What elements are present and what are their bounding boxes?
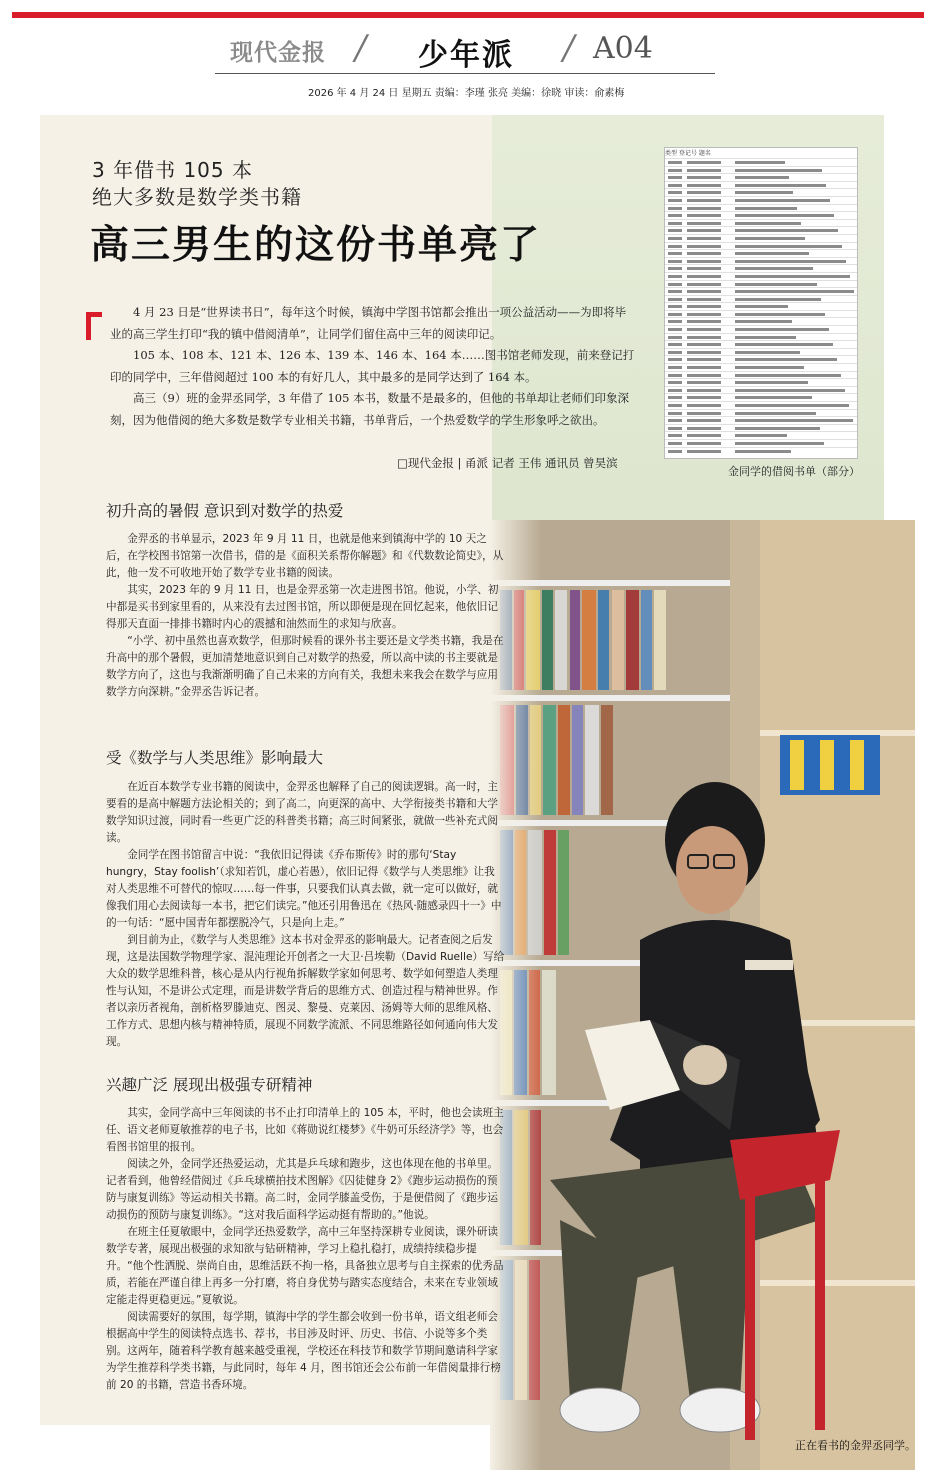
borrowing-list-row bbox=[665, 302, 857, 310]
borrowing-list-row bbox=[665, 188, 857, 196]
borrowing-list-cell bbox=[668, 222, 682, 225]
lead-paragraphs bbox=[110, 302, 635, 431]
borrowing-list-cell bbox=[735, 283, 817, 286]
borrowing-list-cell bbox=[687, 252, 721, 255]
borrowing-list-cell bbox=[668, 229, 682, 232]
borrowing-list-row bbox=[665, 409, 857, 417]
borrowing-list-cell bbox=[735, 207, 797, 210]
body-paragraph: 在班主任夏敏眼中，金同学还热爱数学，高中三年坚持深耕专业阅读，课外研读数学专著，展现出极强的求知欲与钻研精神，学习上稳扎稳打，成绩持续稳步提升。“他个性洒脱、崇尚自由，思维活跃不拘一格，具备独立思考与自主探索的优秀品质，若能在严谨自律上再多一分打磨，将自身优势与踏实态度结合，未来在专业领域定能走得更稳更远。”夏敏说。 bbox=[106, 1226, 504, 1306]
borrowing-list-row bbox=[665, 264, 857, 272]
borrowing-list-row bbox=[665, 355, 857, 363]
borrowing-list-row bbox=[665, 386, 857, 394]
borrowing-list-row bbox=[665, 431, 857, 439]
borrowing-list-cell bbox=[735, 450, 791, 453]
borrowing-list-cell bbox=[668, 381, 682, 384]
borrowing-list-row bbox=[665, 166, 857, 174]
borrowing-list-row bbox=[665, 242, 857, 250]
photo-caption: 正在看书的金羿丞同学。 bbox=[795, 1439, 916, 1452]
borrowing-list-cell bbox=[687, 245, 721, 248]
masthead-divider: / bbox=[563, 28, 575, 68]
borrowing-list-rows bbox=[665, 158, 857, 454]
borrowing-list-cell bbox=[735, 169, 822, 172]
borrowing-list-cell bbox=[687, 389, 721, 392]
lead-paragraph: 105 本、108 本、121 本、126 本、139 本、146 本、164 本……图书馆老师发现，前来登记打印的同学中，三年借阅超过 100 本的有好几人，其中最多的是同学达到了 164 本。 bbox=[110, 348, 635, 384]
borrowing-list-row bbox=[665, 317, 857, 325]
borrowing-list-cell bbox=[687, 442, 721, 445]
borrowing-list-row bbox=[665, 424, 857, 432]
borrowing-list-cell bbox=[668, 328, 682, 331]
lead-paragraph: 4 月 23 日是“世界读书日”，每年这个时候，镇海中学图书馆都会推出一项公益活动——为即将毕业的高三学生打印“我的镇中借阅清单”，让同学们留住高中三年的阅读印记。 bbox=[110, 305, 627, 341]
issue-meta: 2026 年 4 月 24 日 星期五 责编：李瑾 张亮 美编：徐晓 审读：俞素梅 bbox=[308, 88, 625, 99]
borrowing-list-row bbox=[665, 340, 857, 348]
borrowing-list-cell bbox=[687, 260, 721, 263]
page-number: A04 bbox=[593, 31, 653, 66]
section-name: 少年派 bbox=[418, 38, 514, 73]
borrowing-list-cell bbox=[735, 229, 838, 232]
headline-line-1: 3 年借书 105 本 bbox=[92, 158, 253, 182]
body-paragraph: 其实，金同学高中三年阅读的书不止打印清单上的 105 本，平时，他也会读班主任、语文老师夏敏推荐的电子书，比如《蒋勋说红楼梦》《牛奶可乐经济学》等，也会看图书馆里的报刊。 bbox=[106, 1107, 504, 1153]
borrowing-list-row bbox=[665, 287, 857, 295]
borrowing-list-cell bbox=[668, 419, 682, 422]
borrowing-list-row bbox=[665, 325, 857, 333]
borrowing-list-cell bbox=[668, 169, 682, 172]
borrowing-list-cell bbox=[668, 434, 682, 437]
borrowing-list-cell bbox=[735, 358, 837, 361]
borrowing-list-cell bbox=[735, 199, 830, 202]
borrowing-list-cell bbox=[668, 351, 682, 354]
headline-line-2: 绝大多数是数学类书籍 bbox=[92, 185, 302, 209]
borrowing-list-cell bbox=[687, 298, 721, 301]
section-title: 兴趣广泛 展现出极强专研精神 bbox=[106, 1076, 313, 1094]
borrowing-list-cell bbox=[735, 184, 826, 187]
body-paragraph: 在近百本数学专业书籍的阅读中，金羿丞也解释了自己的阅读逻辑。高一时，主要看的是高中解题方法论相关的；到了高二，向更深的高中、大学衔接类书籍和大学数学知识过渡，同时看一些更广泛的科普类书籍；高三时间紧张，就做一些补充式阅读。 bbox=[106, 781, 498, 844]
body-paragraph: 金同学在图书馆留言中说：“我依旧记得读《乔布斯传》时的那句‘Stay hungry，Stay foolish’（求知若饥，虚心若愚），依旧记得《数学与人类思维》让我对人类思维不可替代的惊叹……每一件事，只要我们认真去做，就一定可以做好，就像我们用心去阅读每一本书，把它们读完。”他还引用鲁迅在《热风·随感录四十一》中的一句话：“愿中国青年都摆脱冷气，只是向上走。” bbox=[106, 849, 502, 929]
section-body bbox=[106, 531, 505, 701]
borrowing-list-row bbox=[665, 196, 857, 204]
borrowing-list-cell bbox=[735, 191, 793, 194]
borrowing-list-cell bbox=[735, 260, 846, 263]
borrowing-list-cell bbox=[668, 404, 682, 407]
borrowing-list-cell bbox=[668, 374, 682, 377]
borrowing-list-row bbox=[665, 447, 857, 455]
borrowing-list-cell bbox=[668, 260, 682, 263]
borrowing-list-row bbox=[665, 348, 857, 356]
borrowing-list-cell bbox=[687, 404, 721, 407]
borrowing-list-cell bbox=[735, 328, 829, 331]
borrowing-list-cell bbox=[668, 358, 682, 361]
lead-paragraph: 高三（9）班的金羿丞同学，3 年借了 105 本书，数量不是最多的，但他的书单却让老师们印象深刻，因为他借阅的绝大多数是数学专业相关书籍，书单背后，一个热爱数学的学生形象呼之欲出。 bbox=[110, 391, 630, 427]
borrowing-list-cell bbox=[735, 381, 808, 384]
borrowing-list-row bbox=[665, 211, 857, 219]
borrowing-list-cell bbox=[668, 252, 682, 255]
borrowing-list-row bbox=[665, 181, 857, 189]
borrowing-list-cell bbox=[687, 336, 721, 339]
borrowing-list-cell bbox=[735, 267, 813, 270]
borrowing-list-header: 类型 登记号 题名 bbox=[665, 150, 711, 157]
borrowing-list-cell bbox=[735, 351, 800, 354]
borrowing-list-cell bbox=[687, 434, 721, 437]
borrowing-list-cell bbox=[687, 229, 721, 232]
borrowing-list-cell bbox=[735, 419, 853, 422]
borrowing-list-cell bbox=[687, 283, 721, 286]
borrowing-list-cell bbox=[735, 343, 833, 346]
borrowing-list-cell bbox=[687, 199, 721, 202]
borrowing-list-cell bbox=[687, 305, 721, 308]
borrowing-list-cell bbox=[687, 214, 721, 217]
borrowing-list-row bbox=[665, 158, 857, 166]
borrowing-list-cell bbox=[668, 191, 682, 194]
borrowing-list-cell bbox=[668, 184, 682, 187]
borrowing-list-cell bbox=[687, 450, 721, 453]
borrowing-list-row bbox=[665, 173, 857, 181]
borrowing-list-image bbox=[664, 147, 858, 459]
borrowing-list-row bbox=[665, 401, 857, 409]
body-paragraph: 阅读之外，金同学还热爱运动，尤其是乒乓球和跑步，这也体现在他的书单里。记者看到，他曾经借阅过《乒乓球横拍技术图解》《囚徒健身 2》《跑步运动损伤的预防与康复训练》等运动相关书籍。高二时，金同学膝盖受伤，于是便借阅了《跑步运动损伤的预防与康复训练》。“这对我后面科学运动挺有帮助的。”他说。 bbox=[106, 1158, 498, 1221]
borrowing-list-cell bbox=[735, 214, 834, 217]
borrowing-list-cell bbox=[668, 450, 682, 453]
borrowing-list-cell bbox=[668, 161, 682, 164]
borrowing-list-cell bbox=[735, 396, 812, 399]
borrowing-list-cell bbox=[668, 389, 682, 392]
borrowing-list-cell bbox=[735, 245, 842, 248]
borrowing-list-cell bbox=[668, 320, 682, 323]
body-paragraph: 到目前为止，《数学与人类思维》这本书对金羿丞的影响最大。记者查阅之后发现，这是法国数学物理学家、混沌理论开创者之一大卫·吕埃勒（David Ruelle）写给大众的数学思维科普，核心是从内行视角拆解数学家如何思考、数学如何塑造人类理性与认知，不是讲公式定理，而是讲数学背后的思维方式、创造过程与精神世界。作者以亲历者视角，剖析格罗滕迪克、图灵、黎曼、克莱因、汤姆等大师的思维风格、工作方式、思想内核与精神特质，展现不同数学流派、不同思维路径如何通向伟大发现。 bbox=[106, 934, 505, 1048]
section-body bbox=[106, 1105, 505, 1394]
borrowing-list-cell bbox=[687, 275, 721, 278]
section-body bbox=[106, 779, 505, 1051]
borrowing-list-row bbox=[665, 393, 857, 401]
borrowing-list-row bbox=[665, 310, 857, 318]
newspaper-name: 现代金报 bbox=[230, 39, 326, 66]
lead-bracket-mark bbox=[86, 312, 102, 340]
masthead bbox=[215, 28, 715, 73]
borrowing-list-cell bbox=[668, 298, 682, 301]
borrowing-list-cell bbox=[687, 381, 721, 384]
borrowing-list-cell bbox=[668, 237, 682, 240]
borrowing-list-row bbox=[665, 234, 857, 242]
borrowing-list-row bbox=[665, 257, 857, 265]
borrowing-list-row bbox=[665, 363, 857, 371]
body-paragraph: 金羿丞的书单显示，2023 年 9 月 11 日，也就是他来到镇海中学的 10 天之后，在学校图书馆第一次借书，借的是《面积关系帮你解题》和《代数数论简史》，从此，他一发不可收地开始了数学专业书籍的阅读。 bbox=[106, 533, 504, 579]
borrowing-list-cell bbox=[735, 305, 788, 308]
borrowing-list-cell bbox=[687, 351, 721, 354]
borrowing-list-row bbox=[665, 249, 857, 257]
borrowing-list-row bbox=[665, 219, 857, 227]
borrowing-list-cell bbox=[668, 199, 682, 202]
borrowing-list-cell bbox=[687, 267, 721, 270]
borrowing-list-row bbox=[665, 295, 857, 303]
borrowing-list-cell bbox=[735, 442, 824, 445]
borrowing-list-cell bbox=[687, 290, 721, 293]
borrowing-list-cell bbox=[735, 434, 787, 437]
borrowing-list-row bbox=[665, 226, 857, 234]
borrowing-list-cell bbox=[687, 161, 721, 164]
borrowing-list-cell bbox=[735, 161, 785, 164]
borrowing-list-cell bbox=[668, 366, 682, 369]
borrowing-list-cell bbox=[687, 343, 721, 346]
borrowing-list-cell bbox=[735, 389, 845, 392]
borrowing-list-cell bbox=[687, 207, 721, 210]
borrowing-list-cell bbox=[687, 191, 721, 194]
section-title: 受《数学与人类思维》影响最大 bbox=[106, 749, 324, 767]
top-red-rule bbox=[12, 12, 924, 18]
borrowing-list-cell bbox=[668, 267, 682, 270]
borrowing-list-cell bbox=[668, 412, 682, 415]
borrowing-list-cell bbox=[687, 412, 721, 415]
borrowing-list-cell bbox=[735, 290, 854, 293]
borrowing-list-cell bbox=[735, 298, 821, 301]
borrowing-list-cell bbox=[668, 275, 682, 278]
borrowing-list-cell bbox=[735, 404, 849, 407]
borrowing-list-cell bbox=[735, 275, 850, 278]
borrowing-list-cell bbox=[687, 237, 721, 240]
borrowing-list-cell bbox=[668, 442, 682, 445]
borrowing-list-cell bbox=[668, 305, 682, 308]
borrowing-list-cell bbox=[687, 374, 721, 377]
borrowing-list-row bbox=[665, 333, 857, 341]
borrowing-list-cell bbox=[687, 366, 721, 369]
borrowing-list-cell bbox=[735, 252, 809, 255]
borrowing-list-cell bbox=[668, 290, 682, 293]
borrowing-list-cell bbox=[687, 427, 721, 430]
borrowing-list-cell bbox=[735, 320, 792, 323]
borrowing-list-row bbox=[665, 439, 857, 447]
borrowing-list-row bbox=[665, 280, 857, 288]
borrowing-list-cell bbox=[735, 313, 825, 316]
borrowing-list-cell bbox=[687, 176, 721, 179]
borrowing-list-cell bbox=[735, 222, 801, 225]
borrowing-list-row bbox=[665, 378, 857, 386]
borrowing-list-cell bbox=[735, 176, 789, 179]
borrowing-list-cell bbox=[687, 320, 721, 323]
borrowing-list-cell bbox=[735, 336, 796, 339]
borrowing-list-cell bbox=[687, 328, 721, 331]
borrowing-list-cell bbox=[735, 237, 805, 240]
borrowing-list-caption: 金同学的借阅书单（部分） bbox=[728, 465, 860, 478]
borrowing-list-row bbox=[665, 272, 857, 280]
borrowing-list-row bbox=[665, 371, 857, 379]
borrowing-list-cell bbox=[687, 184, 721, 187]
body-paragraph: 阅读需要好的氛围，每学期，镇海中学的学生都会收到一份书单，语文组老师会根据高中学生的阅读特点选书、荐书，书目涉及时评、历史、书信、小说等多个类别。这两年，随着科学教育越来越受重视，学校还在科技节和数学节期间邀请科学家为学生推荐科学类书籍，与此同时，每年 4 月，图书馆还会公布前一年借阅量排行榜前 20 的书籍，营造书香环境。 bbox=[106, 1311, 501, 1391]
main-headline: 高三男生的这份书单亮了 bbox=[90, 223, 542, 268]
borrowing-list-cell bbox=[668, 283, 682, 286]
masthead-divider: / bbox=[355, 28, 367, 68]
borrowing-list-cell bbox=[668, 336, 682, 339]
borrowing-list-cell bbox=[735, 374, 841, 377]
borrowing-list-cell bbox=[687, 396, 721, 399]
borrowing-list-cell bbox=[735, 412, 816, 415]
section-title: 初升高的暑假 意识到对数学的热爱 bbox=[106, 502, 344, 520]
borrowing-list-cell bbox=[668, 214, 682, 217]
borrowing-list-row bbox=[665, 204, 857, 212]
byline: □现代金报 | 甬派 记者 王伟 通讯员 曾昊滨 bbox=[397, 456, 618, 470]
borrowing-list-cell bbox=[735, 427, 820, 430]
borrowing-list-cell bbox=[687, 169, 721, 172]
borrowing-list-cell bbox=[668, 343, 682, 346]
borrowing-list-cell bbox=[668, 313, 682, 316]
student-reading-photo bbox=[490, 520, 915, 1470]
borrowing-list-cell bbox=[668, 427, 682, 430]
body-paragraph: “小学、初中虽然也喜欢数学，但那时候看的课外书主要还是文学类书籍，我是在升高中的那个暑假，更加清楚地意识到自己对数学的热爱，所以高中读的书主要就是数学方向了，这也与我渐渐明确了自己未来的方向有关，我想未来我会在数学与应用数学方向深耕。”金羿丞告诉记者。 bbox=[106, 635, 504, 698]
borrowing-list-cell bbox=[668, 245, 682, 248]
borrowing-list-cell bbox=[735, 366, 804, 369]
borrowing-list-cell bbox=[668, 207, 682, 210]
borrowing-list-cell bbox=[687, 419, 721, 422]
borrowing-list-cell bbox=[687, 222, 721, 225]
borrowing-list-cell bbox=[687, 358, 721, 361]
borrowing-list-cell bbox=[687, 313, 721, 316]
masthead-rule bbox=[215, 73, 715, 74]
borrowing-list-cell bbox=[668, 176, 682, 179]
borrowing-list-row bbox=[665, 416, 857, 424]
body-paragraph: 其实，2023 年的 9 月 11 日，也是金羿丞第一次走进图书馆。他说，小学、初中都是买书到家里看的，从来没有去过图书馆，所以即便是现在回忆起来，他依旧记得那天直面一排排书籍时内心的震撼和油然而生的求知与欣喜。 bbox=[106, 584, 499, 630]
borrowing-list-cell bbox=[668, 396, 682, 399]
